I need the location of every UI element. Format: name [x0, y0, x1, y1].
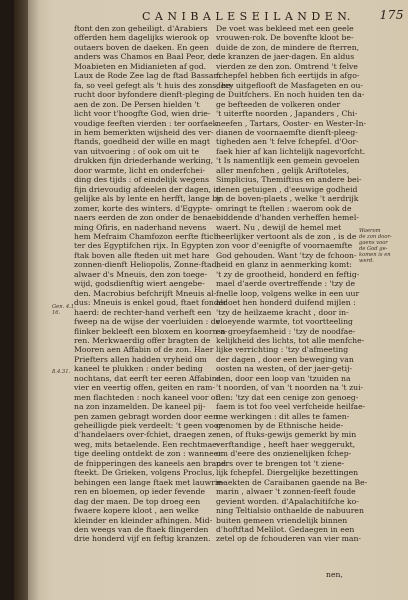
text-line: nochtans, dat eerft ter eeren Affabins: [74, 373, 221, 383]
text-line: offerden hem dagelijks wierook op: [74, 33, 209, 43]
margin-note-right: Waerom de zon door- gaens voor de God ge- komen is en werd.: [359, 228, 392, 264]
text-column-left: [74, 24, 234, 544]
margin-note-left-2: 8.4.31.: [52, 369, 71, 375]
text-line: lijke verrichting : 'tzy d'afmeeting: [216, 345, 349, 355]
text-line: omringt te ftellen : waerom ook de: [216, 203, 352, 213]
text-line: heid en glanz in aenmerking komt:: [216, 260, 352, 270]
text-line: vloeyende warmte, tot voortteeling: [216, 317, 353, 327]
text-line: in hem bemerkten wijsheid des ver-: [74, 127, 214, 137]
text-line: flinker bekleeft een bloxem en koorn-a-: [74, 326, 228, 336]
text-line: me werkingen : dit alles te famen-: [216, 411, 350, 421]
text-line: mael d'aerde overtreffende : 'tzy de: [216, 279, 356, 289]
text-line: Priefters allen hadden vryheid om: [74, 354, 207, 364]
text-line: fijn drievoudig afdeelen der dagen, in: [74, 184, 221, 194]
text-line: ding des tijds : of eindelijk wegens: [74, 175, 210, 185]
text-line: drukken fijn driederhande werking,: [74, 156, 214, 166]
text-line: waert. Nu , dewijl de hemel met: [216, 222, 342, 232]
text-line: 't noorden, of van 't noorden na 't zui-: [216, 383, 364, 393]
text-line: ning Teltialsio onthaelde de nabuuren: [216, 506, 364, 516]
text-line: denen getuigen , d'eeuwige godheid: [216, 184, 358, 194]
text-line: d'hoftftad Melilot. Gedaegen in een: [216, 525, 355, 535]
text-line: de fnipperingen des kaneels aen brand: [74, 458, 227, 468]
text-line: ming Ofiris, en naderhand nevens: [74, 222, 207, 232]
text-line: faem is tot foo veel verfcheide heilfae-: [216, 402, 366, 412]
text-line: den weegs van de ftaek flingerden: [74, 525, 209, 535]
text-line: gelijke als by lente en herfft, lange by: [74, 194, 222, 204]
text-line: ftands, goedheid der wille en magt: [74, 137, 210, 147]
text-line: ftak boven alle fteden uit met hare: [74, 250, 210, 260]
text-line: der dagen , door een beweging van: [216, 354, 354, 364]
text-line: gevient worden. d'Apalachitifche ko-: [216, 496, 359, 506]
text-line: zetel op de fchouderen van vier man-: [216, 534, 362, 544]
text-line: Laux de Rode Zee lag de ftad Bassam: [74, 71, 221, 81]
text-line: dag der maen. De top droeg een: [74, 496, 201, 506]
page-number: 175: [379, 8, 404, 22]
text-line: vierden ze den zon. Omtrend 't felve: [216, 61, 358, 71]
text-line: pers over te brengen tot 't ziene-: [216, 458, 345, 468]
text-line: tigheden aen 't felve fchepfel. d'Oor-: [216, 137, 359, 147]
text-line: faek hier af kan lichtelijk nagevorfcht.: [216, 146, 366, 156]
text-line: licht voor t'hoogfte God, wien drie-: [74, 109, 211, 119]
text-line: 't Is namentlijk een gemein gevoelen: [216, 156, 360, 166]
text-line: fchepfel hebben fich eertijds in afgo-: [216, 71, 360, 81]
text-line: oosten na westen, of der jaer-getij-: [216, 364, 353, 374]
text-line: neefen , Tartars, Ooster- en Wester-In-: [216, 118, 367, 128]
text-line: 't zy de grootheid, honderd en feftig-: [216, 269, 360, 279]
text-line: om d'eere des onzienelijken fchep-: [216, 449, 352, 459]
text-line: voudige feeften vierden : ter oorfaek: [74, 118, 218, 128]
text-line: zomer, korte des winters. d'Egypte-: [74, 203, 213, 213]
text-column-right: [216, 24, 368, 544]
text-line: duide de zon, de mindere de fterren,: [216, 42, 360, 52]
text-line: ren. Merkwaerdig offer bragten de: [74, 335, 211, 345]
text-line: dianen de voornaemfte dienft-pleeg-: [216, 127, 358, 137]
text-line: buiten gemeen vriendelijk binnen: [216, 515, 348, 525]
text-line: vier en veertig offen, geiten en ram-: [74, 383, 215, 393]
text-line: outaers boven de daeken. En geen: [74, 42, 209, 52]
catchword: nen,: [326, 570, 343, 579]
text-line: God gehouden. Want 'tzy de fchoon-: [216, 250, 357, 260]
text-line: den, door een loop van 'tzuiden na: [216, 373, 351, 383]
text-line: wijd, godsdienftig wiert aengebe-: [74, 279, 205, 289]
text-line: in de boven-plaets , welke 't aerdrijk: [216, 194, 359, 204]
text-line: behingen een lange ftaek met lauwrie-: [74, 477, 225, 487]
text-line: de Duitfchers. En noch huiden ten da-: [216, 90, 365, 100]
text-line: kleinder en kleinder afhingen. Mid-: [74, 515, 213, 525]
text-line: geheilligde piek verdeelt: 't geen voor: [74, 421, 223, 431]
text-line: fwaere kopere kloot , aen welke: [74, 506, 199, 516]
text-line: biddende d'handen verheffen hemel-: [216, 213, 359, 223]
header-title: C A N I B A L E S E I L A N D E N.: [142, 10, 351, 23]
text-line: verftandige , heeft haer weggerukt,: [216, 439, 356, 449]
text-line: De voet was bekleed met een geele: [216, 24, 354, 33]
text-line: alwaer d's Mneuis, den zon toege-: [74, 269, 208, 279]
text-line: heerlijker vertoont als de zon , is de: [216, 231, 357, 241]
text-line: Mooren aen Affabin of de zon. Haer: [74, 345, 214, 355]
text-line: den: 'tzy dat een cenige zon genoeg-: [216, 392, 359, 402]
text-line: zonnen-dienft Heliopolis, Zonne-ftad;: [74, 260, 220, 270]
text-line: aen de zon. De Persen hielden 't: [74, 99, 200, 109]
text-line: fweep na de wijse der voerluiden : de: [74, 317, 221, 327]
text-line: ftont den zon geheiligt. d'Arabiers: [74, 24, 208, 33]
text-line: weg, mits betaelende. Een rechtmae-: [74, 439, 220, 449]
text-line: ge befteeden de volkeren onder: [216, 99, 341, 109]
text-line: van uitvoering : of ook om uit te: [74, 146, 200, 156]
text-line: men flachteden : noch kaneel voor of: [74, 392, 219, 402]
text-line: na zon inzamelden. De kaneel pij-: [74, 402, 206, 412]
text-line: en groeyfaemheid : 'tzy de noodfae-: [216, 326, 356, 336]
text-line: genomen by de Ethnische heide-: [216, 421, 344, 431]
text-line: haerd: de rechter-hand verheft een: [74, 307, 212, 317]
text-line: door warmte, licht en onderfchei-: [74, 165, 206, 175]
text-line: kelijkheid des lichts, tot alle menfche-: [216, 335, 365, 345]
text-line: pen zamen gebragt worden door een: [74, 411, 218, 421]
text-line: fteekt. De Grieken, volgens Proclus,: [74, 468, 215, 478]
text-line: dus: Mneuis is enkel goud, ftaet fonder: [74, 298, 227, 308]
text-line: de kranzen de jaer-dagen. En aldus: [216, 52, 355, 62]
text-line: ren en bloemen, op ieder fevende: [74, 487, 206, 497]
text-line: Simplicius, Themiftius en andere bei-: [216, 175, 362, 185]
text-line: hem Mefraim Chamfozon eerfte ftich-: [74, 231, 222, 241]
text-line: naers eerden de zon onder de benae-: [74, 213, 220, 223]
text-line: den. Macrobius befchrijft Mneuis al-: [74, 288, 217, 298]
running-header: [142, 8, 404, 24]
text-line: dery uitgeflooft de Masfageten en ou-: [216, 80, 364, 90]
text-line: maekten de Caraibanen gaende na Be-: [216, 477, 368, 487]
text-line: 't uiterfte noorden , Japanders , Chi-: [216, 109, 358, 119]
text-line: anders was Chamos en Baal Peor, de: [74, 52, 218, 62]
text-line: nen, of ftuks-gewijs gemerkt by min: [216, 430, 357, 440]
text-line: 'tzy de heilzaeme kracht , door in-: [216, 307, 349, 317]
text-line: fa, so veel gefegt als 't huis des zons, be-: [74, 80, 234, 90]
text-line: d'handelaers over-fchiet, draegen ze: [74, 430, 217, 440]
text-line: lijk fchepfel. Diergelijke bezettingen: [216, 468, 359, 478]
text-line: fnelle loop, volgens welke in een uur: [216, 288, 360, 298]
margin-note-left-1: Gen. 4.1. 16.: [52, 304, 76, 316]
text-line: aldoet hen honderd duifend mijlen :: [216, 298, 356, 308]
text-line: kaneel te plukken : onder beding: [74, 364, 203, 374]
text-line: aller menfchen , gelijk Ariftoteles,: [216, 165, 350, 175]
text-line: drie honderd vijf en feftig kranzen.: [74, 534, 211, 544]
text-line: rucht door byfondere dienft-pleging: [74, 90, 215, 100]
text-line: marin , alwaer 't zonnen-feeft foude: [216, 487, 356, 497]
text-line: zon voor d'eenigfte of voornaemfte: [216, 241, 353, 251]
text-line: ter des Egyptifchen rijx. In Egypten: [74, 241, 214, 251]
book-page: [14, 0, 408, 600]
text-line: Moabieten en Midianieten af god.: [74, 61, 207, 71]
text-line: tige deeling ontdekt de zon : wanneer: [74, 449, 222, 459]
text-line: vrouwen-rok. De bovenfte kloot be-: [216, 33, 354, 43]
gutter-shadow: [14, 0, 40, 600]
